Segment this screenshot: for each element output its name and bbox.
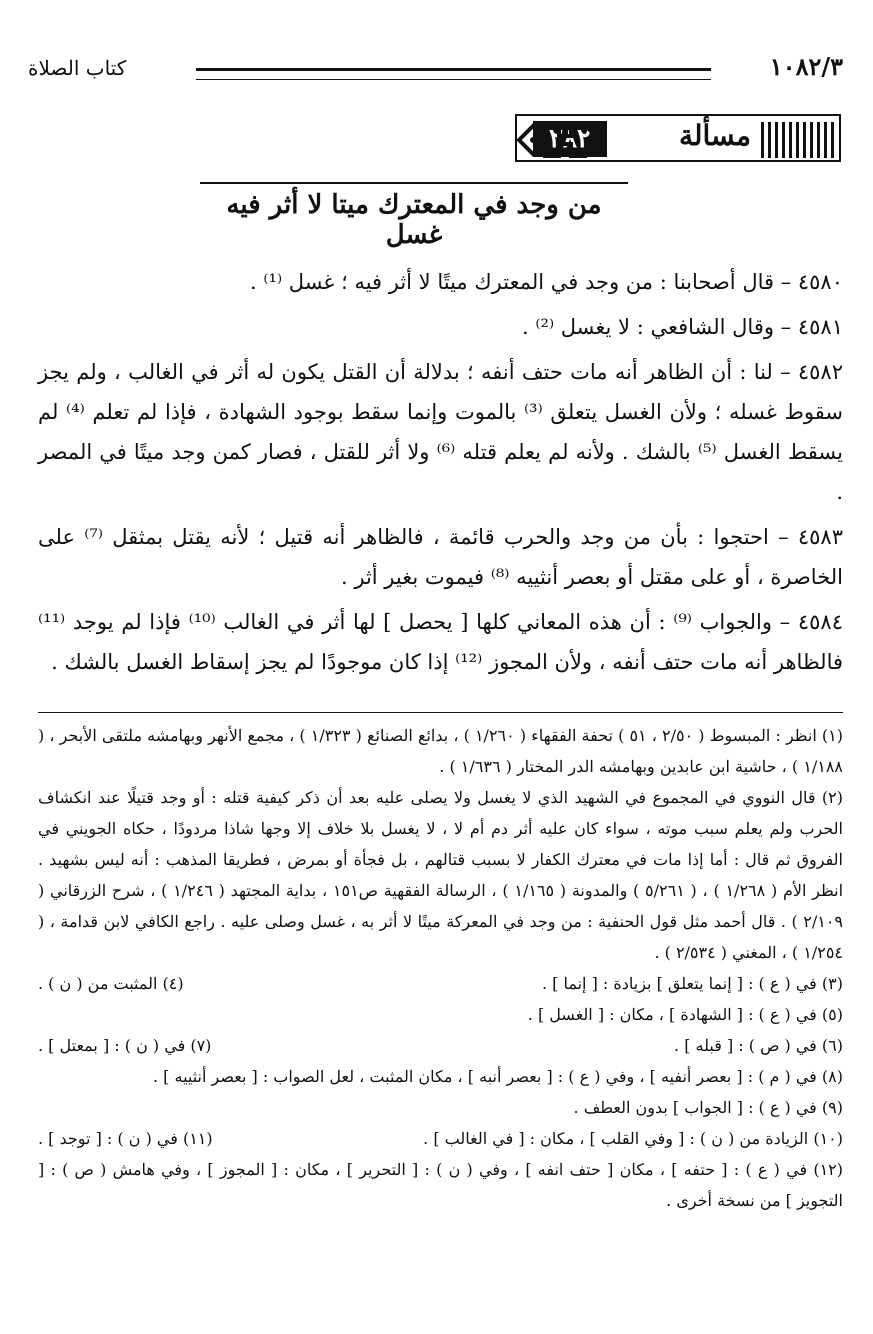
footnote-11: (١١) في ( ن ) : [ توجد ] . bbox=[38, 1129, 213, 1148]
paragraph-4581: ٤٥٨١ – وقال الشافعي : لا يغسل ⁽²⁾ . bbox=[522, 315, 843, 339]
issue-number: ٢٨٢ bbox=[533, 121, 607, 157]
footnote-3: (٣) في ( ع ) : [ إنما يتعلق ] بزيادة : [ إنما ] . bbox=[541, 974, 843, 993]
book-title: كتاب الصلاة bbox=[28, 56, 127, 80]
footnote-7: (٧) في ( ن ) : [ بمعتل ] . bbox=[38, 1036, 212, 1055]
footnote-row bbox=[38, 1123, 843, 1154]
paragraph-4583: ٤٥٨٣ – احتجوا : بأن من وجد والحرب قائمة ، فالظاهر أنه قتيل ؛ لأنه يقتل بمثقل ⁽⁷⁾ على الخاصرة ، أو على مقتل أو بعصر أنثييه ⁽⁸⁾ فيموت بغير أثر . bbox=[38, 525, 843, 589]
footnote-row bbox=[38, 1030, 843, 1061]
paragraph-4584: ٤٥٨٤ – والجواب ⁽⁹⁾ : أن هذه المعاني كلها [ يحصل ] لها أثر في الغالب ⁽¹⁰⁾ فإذا لم يوجد ⁽¹¹⁾ فالظاهر أنه مات حتف أنفه ، ولأن المجوز ⁽¹²⁾ إذا كان موجودًا لم يجز إسقاط الغسل بالشك . bbox=[38, 610, 843, 674]
section-title-text: من وجد في المعترك ميتا لا أثر فيه غسل bbox=[226, 190, 602, 250]
paragraph-4582: ٤٥٨٢ – لنا : أن الظاهر أنه مات حتف أنفه ؛ بدلالة أن القتل يكون له أثر في الغالب ، ولم يجز سقوط غسله ؛ ولأن الغسل يتعلق ⁽³⁾ بالموت وإنما سقط بوجود الشهادة ، فإذا لم تعلم ⁽⁴⁾ لم يسقط الغسل ⁽⁵⁾ بالشك . ولأنه لم يعلم قتله ⁽⁶⁾ ولا أثر للقتل ، فصار كمن وجد ميتًا في المصر . bbox=[38, 360, 843, 504]
footnote-row bbox=[38, 968, 843, 999]
footnote-6: (٦) في ( ص ) : [ قبله ] . bbox=[674, 1036, 843, 1055]
footnote-8: (٨) في ( م ) : [ بعصر أنفيه ] ، وفي ( ع ) : [ بعصر أنبه ] ، مكان المثبت ، لعل الصواب : [ بعصر أنثييه ] . bbox=[152, 1067, 843, 1086]
footnote-9: (٩) في ( ع ) : [ الجواب ] بدون العطف . bbox=[573, 1098, 843, 1117]
footnote-4: (٤) المثبت من ( ن ) . bbox=[38, 974, 184, 993]
paragraph-4580: ٤٥٨٠ – قال أصحابنا : من وجد في المعترك ميتًا لا أثر فيه ؛ غسل ⁽¹⁾ . bbox=[250, 270, 843, 294]
footnote-separator bbox=[38, 712, 843, 713]
issue-label: مسألة bbox=[678, 119, 751, 152]
footnote-10: (١٠) الزيادة من ( ن ) : [ وفي القلب ] ، مكان : [ في الغالب ] . bbox=[423, 1129, 843, 1148]
main-text bbox=[38, 262, 843, 687]
footnote-2: (٢) قال النووي في المجموع في الشهيد الذي لا يغسل ولا يصلى عليه بعد أن ذكر كيفية قتله : أو وجد قتيلًا عند انكشاف الحرب ولم يعلم سبب موته ، سواء كان عليه أثر دم أم لا ، لا يغسل بلا خلاف إلا وجها شاذا مردودًا ، حكاه الجويني في الفروق ثم قال : أما إذا مات في معترك الكفار لا بسبب قتالهم ، بل فجأة أو بمرض ، فطريقا المذهب : أنه ليس بشهيد . انظر الأم ( ١/٢٦٨ ) ، ( ٥/٢٦١ ) والمدونة ( ١/١٦٥ ) ، الرسالة الفقهية ص١٥١ ، بداية المجتهد ( ١/٢٤٦ ) ، شرح الزرقاني ( ٢/١٠٩ ) . قال أحمد مثل قول الحنفية : من وجد في المعركة ميتًا لا أثر به ، غسل وصلى عليه . راجع الكافي لابن قدامة ، ( ١/٢٥٤ ) ، المغني ( ٢/٥٣٤ ) . bbox=[38, 788, 844, 962]
barcode-ornament-icon bbox=[761, 122, 835, 158]
page-header bbox=[28, 52, 843, 92]
header-rule bbox=[196, 68, 711, 80]
knot-ornament-icon bbox=[515, 110, 615, 170]
title-rule bbox=[200, 182, 628, 184]
page-number: ١٠٨٢/٣ bbox=[769, 52, 843, 81]
footnotes bbox=[38, 720, 843, 1216]
footnote-12: (١٢) في ( ع ) : [ حتفه ] ، مكان [ حتف انفه ] ، وفي ( ن ) : [ التحرير ] ، مكان : [ المجوز ] ، وفي هامش ( ص ) : [ التجويز ] من نسخة أخرى . bbox=[38, 1160, 843, 1210]
section-title bbox=[200, 182, 628, 250]
footnote-1: (١) انظر : المبسوط ( ٢/٥٠ ، ٥١ ) تحفة الفقهاء ( ١/٢٦٠ ) ، بدائع الصنائع ( ١/٣٢٣ ) ، مجمع الأنهر وبهامشه ملتقى الأبحر ، ( ١/١٨٨ ) ، حاشية ابن عابدين وبهامشه الدر المختار ( ١/٦٣٦ ) . bbox=[38, 726, 844, 776]
footnote-5: (٥) في ( ع ) : [ الشهادة ] ، مكان : [ الغسل ] . bbox=[527, 1005, 843, 1024]
